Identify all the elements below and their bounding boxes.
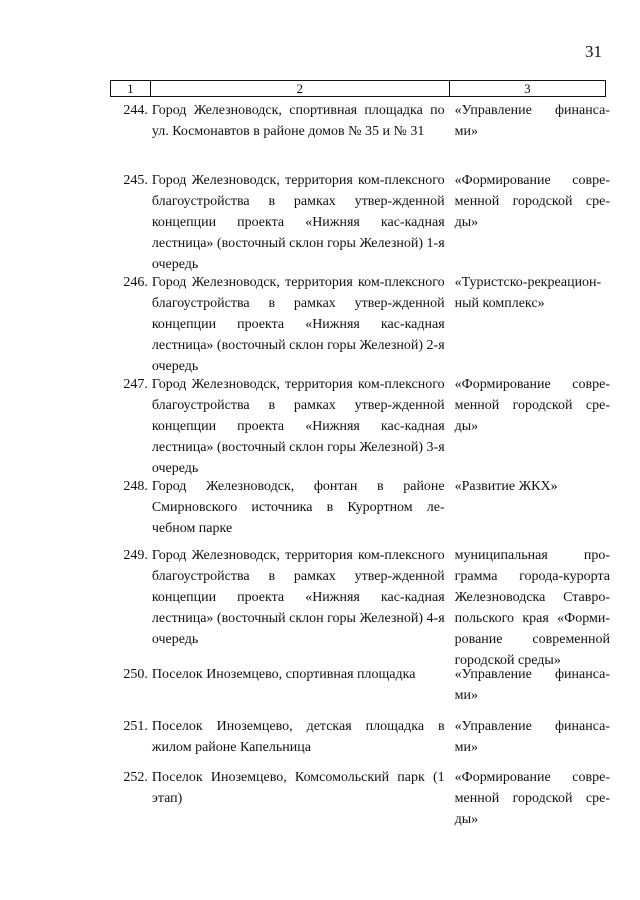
row-number: 244. <box>123 103 148 118</box>
row-program: «Формирование совре-менной городской сре-ды» <box>454 173 610 230</box>
table-row <box>110 100 610 142</box>
row-description: Город Железноводск, территория ком-плексного благоустройства в рамках утвер-жденной концепции проекта «Нижняя кас-кадная лестница» (восточный склон горы Железной) 2-я очередь <box>151 275 445 374</box>
header-col-1: 1 <box>111 81 151 96</box>
row-description: Город Железноводск, территория ком-плексного благоустройства в рамках утвер-жденной концепции проекта «Нижняя кас-кадная лестница» (восточный склон горы Железной) 1-я очередь <box>151 173 445 272</box>
table-row <box>110 374 610 479</box>
table-row <box>110 272 610 377</box>
table-row <box>110 767 610 830</box>
table-header <box>110 80 606 97</box>
row-number: 249. <box>123 548 148 563</box>
table-row <box>110 476 610 539</box>
row-program: «Формирование совре-менной городской сре-ды» <box>454 770 610 827</box>
row-program: «Управление финанса-ми» <box>454 719 610 755</box>
row-description: Поселок Иноземцево, Комсомольский парк (1 этап) <box>151 770 445 806</box>
row-program: «Формирование совре-менной городской сре-ды» <box>454 377 610 434</box>
row-number: 245. <box>123 173 148 188</box>
row-number: 248. <box>123 479 148 494</box>
header-col-2: 2 <box>151 81 450 96</box>
row-number: 247. <box>123 377 148 392</box>
row-description: Город Железноводск, территория ком-плексного благоустройства в рамках утвер-жденной концепции проекта «Нижняя кас-кадная лестница» (восточный склон горы Железной) 3-я очередь <box>151 377 445 476</box>
row-number: 246. <box>123 275 148 290</box>
table-row <box>110 545 610 671</box>
row-description: Город Железноводск, территория ком-плексного благоустройства в рамках утвер-жденной концепции проекта «Нижняя кас-кадная лестница» (восточный склон горы Железной) 4-я очередь <box>151 548 445 647</box>
row-program: муниципальная про-грамма города-курорта Железноводска Ставро-польского края «Форми-рование современной городской среды» <box>454 548 610 668</box>
row-description: Поселок Иноземцево, спортивная площадка <box>151 667 416 682</box>
row-description: Город Железноводск, фонтан в районе Смирновского источника в Курортном ле-чебном парке <box>151 479 445 536</box>
row-description: Город Железноводск, спортивная площадка по ул. Космонавтов в районе домов № 35 и № 31 <box>151 103 445 139</box>
table-row <box>110 170 610 275</box>
row-number: 250. <box>123 667 148 682</box>
header-col-3: 3 <box>524 81 531 96</box>
row-description: Поселок Иноземцево, детская площадка в жилом районе Капельница <box>151 719 445 755</box>
row-number: 252. <box>123 770 148 785</box>
row-program: «Развитие ЖКХ» <box>454 479 558 494</box>
row-program: «Управление финанса-ми» <box>454 103 610 139</box>
table-row <box>110 716 610 758</box>
row-program: «Управление финанса-ми» <box>454 667 610 703</box>
table-row <box>110 664 610 706</box>
row-number: 251. <box>123 719 148 734</box>
page-number: 31 <box>585 42 602 61</box>
row-program: «Туристско-рекреацион-ный комплекс» <box>454 275 602 311</box>
